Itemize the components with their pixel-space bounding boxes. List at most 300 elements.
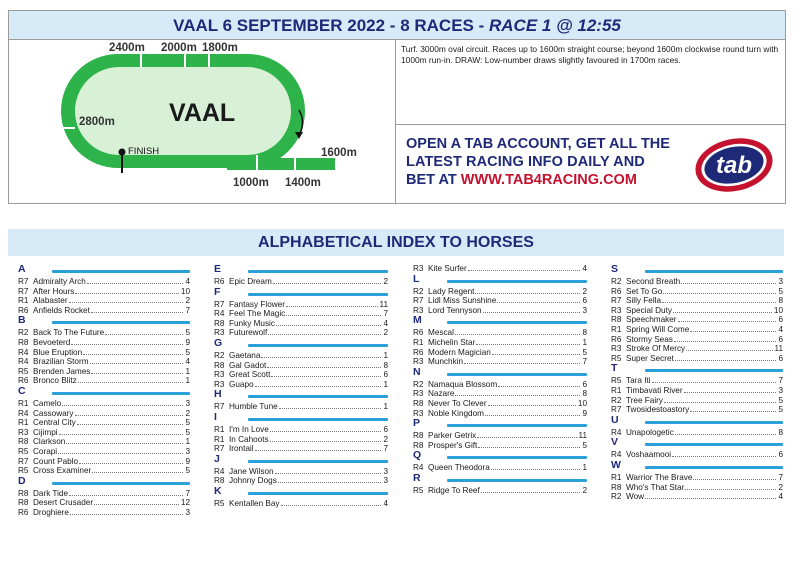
dot-leader [255, 386, 382, 387]
dot-leader [455, 395, 580, 396]
course-name: VAAL [169, 99, 236, 127]
label-finish: FINISH [128, 146, 160, 157]
horse-name: Johnny Dogs [229, 476, 277, 486]
race-number: R2 [413, 379, 424, 389]
horse-name: Jane Wilson [229, 466, 274, 476]
horse-name: Mescal [428, 328, 454, 338]
horse-saddlecloth-number: 7 [383, 444, 388, 454]
section-letter: F [214, 285, 221, 298]
horse-saddlecloth-number: 6 [778, 450, 783, 460]
horse-entry [18, 287, 190, 297]
dot-leader [483, 312, 581, 313]
horse-name: Munchkin [428, 357, 464, 367]
dot-leader [492, 354, 581, 355]
horse-entry [413, 463, 587, 473]
race-number: R8 [18, 498, 29, 508]
race-number: R5 [18, 366, 29, 376]
dot-leader [690, 411, 776, 412]
dot-leader [690, 331, 776, 332]
section-letter: K [214, 484, 222, 497]
horse-saddlecloth-number: 9 [185, 337, 190, 347]
race-number: R8 [214, 360, 225, 370]
horse-saddlecloth-number: 4 [383, 318, 388, 328]
race-number: R1 [611, 324, 622, 334]
dot-leader [286, 315, 381, 316]
advert-line-2: LATEST RACING INFO DAILY AND [406, 154, 645, 170]
dot-leader [279, 408, 382, 409]
horse-saddlecloth-number: 7 [383, 309, 388, 319]
index-section-header [413, 315, 587, 327]
section-letter: D [18, 474, 26, 487]
dot-leader [468, 270, 581, 271]
dot-leader [675, 360, 777, 361]
horse-name: Kite Surfer [428, 264, 467, 273]
horse-name: Ridge To Reef [428, 485, 480, 495]
dot-leader [488, 405, 576, 406]
horse-saddlecloth-number: 5 [185, 418, 190, 428]
horse-entry [413, 357, 587, 367]
race-number: R6 [18, 376, 29, 386]
horse-entry [413, 389, 587, 399]
horse-saddlecloth-number: 11 [774, 344, 783, 354]
section-letter: B [18, 314, 26, 327]
section-divider [645, 369, 783, 372]
dot-leader [693, 479, 776, 480]
horse-saddlecloth-number: 7 [185, 488, 190, 498]
dot-leader [491, 469, 581, 470]
race-number: R8 [611, 482, 622, 492]
horse-saddlecloth-number: 1 [185, 366, 190, 376]
horse-name: Kentallen Bay [229, 498, 280, 508]
horse-entry [413, 380, 587, 390]
index-section-header [214, 486, 388, 498]
horse-entry [611, 386, 783, 396]
dot-leader [270, 431, 382, 432]
horse-entry [214, 435, 388, 445]
section-divider [52, 270, 190, 273]
dot-leader [77, 424, 184, 425]
horse-entry [611, 376, 783, 386]
section-letter: H [214, 388, 222, 401]
dot-leader [673, 312, 772, 313]
horse-entry [18, 357, 190, 367]
race-number: R7 [18, 277, 29, 286]
race-number: R4 [611, 450, 622, 460]
horse-entry [18, 457, 190, 467]
horse-saddlecloth-number: 6 [778, 334, 783, 344]
horse-entry [214, 476, 388, 486]
horse-saddlecloth-number: 7 [778, 472, 783, 482]
horse-entry [611, 396, 783, 406]
horse-entry [611, 483, 783, 493]
race-number: R1 [413, 337, 424, 347]
horse-entry [611, 428, 783, 438]
race-number: R3 [611, 305, 622, 315]
race-number: R6 [413, 328, 424, 338]
horse-saddlecloth-number: 3 [582, 305, 587, 315]
horse-entry [611, 492, 783, 502]
race-number: R3 [413, 389, 424, 399]
horse-saddlecloth-number: 8 [778, 427, 783, 437]
advert-url-link[interactable]: WWW.TAB4RACING.COM [460, 172, 637, 188]
horse-saddlecloth-number: 2 [383, 434, 388, 444]
horse-entry [611, 344, 783, 354]
horse-name: Voshaamooi [626, 450, 672, 460]
tab-logo-text: tab [716, 152, 752, 179]
race-number: R1 [214, 434, 225, 444]
horse-saddlecloth-number: 3 [778, 277, 783, 286]
horse-saddlecloth-number: 9 [582, 408, 587, 418]
section-divider [52, 482, 190, 485]
race-number: R8 [18, 488, 29, 498]
dot-leader [276, 325, 381, 326]
race-number: R4 [214, 466, 225, 476]
tab-advert[interactable] [396, 126, 785, 203]
section-letter: A [18, 263, 26, 275]
horse-saddlecloth-number: 1 [383, 379, 388, 389]
horse-entry [214, 370, 388, 380]
dot-leader [105, 334, 183, 335]
horse-entry [18, 376, 190, 386]
section-divider [52, 392, 190, 395]
index-section-header [18, 264, 190, 276]
race-number: R6 [611, 286, 622, 296]
section-letter: Q [413, 449, 422, 462]
index-section-header [611, 264, 783, 276]
horse-entry [611, 335, 783, 345]
horse-saddlecloth-number: 3 [185, 398, 190, 408]
horse-entry [18, 399, 190, 409]
horse-name: Modern Magician [428, 347, 491, 357]
meeting-title-main: VAAL 6 SEPTEMBER 2022 - 8 RACES - [173, 16, 489, 35]
dot-leader [675, 434, 777, 435]
dot-leader [66, 443, 183, 444]
race-number: R7 [214, 444, 225, 454]
race-number: R8 [611, 315, 622, 325]
section-divider [248, 460, 388, 463]
horse-saddlecloth-number: 10 [180, 286, 190, 296]
horse-entry [214, 361, 388, 371]
section-divider [248, 293, 388, 296]
horse-saddlecloth-number: 4 [582, 264, 587, 273]
horse-entry [214, 309, 388, 319]
race-number: R5 [18, 446, 29, 456]
horse-saddlecloth-number: 1 [582, 337, 587, 347]
dot-leader [497, 302, 580, 303]
index-section-header [413, 418, 587, 430]
horse-entry [18, 466, 190, 476]
horse-saddlecloth-number: 6 [383, 370, 388, 380]
horse-name: Parker Getrix [428, 431, 477, 441]
horse-saddlecloth-number: 5 [778, 405, 783, 415]
horse-name: Corapi [33, 446, 58, 456]
label-1600m: 1600m [321, 147, 357, 159]
race-number: R1 [611, 385, 622, 395]
dot-leader [87, 283, 184, 284]
index-section-header [413, 367, 587, 379]
horse-name: Never To Clever [428, 398, 487, 408]
horse-name: Clarkson [33, 437, 66, 447]
horse-saddlecloth-number: 11 [578, 431, 587, 441]
horse-saddlecloth-number: 11 [379, 299, 388, 309]
label-2000m: 2000m [161, 42, 197, 54]
section-divider [248, 344, 388, 347]
section-divider [248, 492, 388, 495]
race-number: R2 [611, 492, 622, 502]
dot-leader [78, 382, 184, 383]
horse-name: Twosidestoastory [626, 405, 690, 415]
horse-saddlecloth-number: 2 [383, 277, 388, 286]
horse-saddlecloth-number: 8 [582, 389, 587, 399]
dot-leader [674, 341, 777, 342]
horse-saddlecloth-number: 6 [778, 315, 783, 325]
race-number: R3 [214, 328, 225, 338]
dot-leader [498, 386, 580, 387]
horse-saddlecloth-number: 1 [185, 437, 190, 447]
horse-saddlecloth-number: 5 [582, 440, 587, 450]
index-section-header [18, 386, 190, 398]
horse-name: Stroke Of Mercy [626, 344, 686, 354]
horse-entry [18, 437, 190, 447]
horse-name: Tara Iti [626, 376, 651, 386]
horse-saddlecloth-number: 12 [180, 498, 190, 508]
dot-leader [485, 415, 580, 416]
dot-leader [275, 473, 382, 474]
horse-entry [18, 489, 190, 499]
dot-leader [71, 344, 183, 345]
horse-entry [214, 402, 388, 412]
horse-saddlecloth-number: 2 [778, 482, 783, 492]
race-number: R4 [214, 309, 225, 319]
index-section-header [214, 454, 388, 466]
dot-leader [686, 350, 772, 351]
dot-leader [94, 504, 179, 505]
race-number: R7 [611, 405, 622, 415]
dot-leader [255, 450, 382, 451]
dot-leader [75, 293, 178, 294]
horse-entry [214, 499, 388, 509]
section-letter: C [18, 384, 26, 397]
horse-name: Gal Gadot [229, 360, 267, 370]
race-number: R2 [611, 395, 622, 405]
horse-name: Michelin Star [428, 337, 476, 347]
horse-name: Guapo [229, 379, 254, 389]
horse-saddlecloth-number: 4 [383, 498, 388, 508]
horse-entry [214, 351, 388, 361]
horse-name: Set To Go [626, 286, 663, 296]
horse-saddlecloth-number: 5 [185, 347, 190, 357]
section-divider [645, 270, 783, 273]
index-section-header [214, 287, 388, 299]
horse-name: Spring Will Come [626, 324, 690, 334]
horse-entry [611, 287, 783, 297]
horse-entry [18, 338, 190, 348]
horse-saddlecloth-number: 2 [582, 485, 587, 495]
horse-name: Great Scott [229, 370, 271, 380]
race-number: R8 [18, 437, 29, 447]
dot-leader [62, 405, 183, 406]
race-number: R7 [413, 296, 424, 306]
race-number: R5 [214, 498, 225, 508]
advert-bet-at: BET AT [406, 172, 461, 188]
horse-entry [18, 498, 190, 508]
section-divider [248, 418, 388, 421]
course-map [9, 40, 396, 203]
race-number: R1 [18, 296, 29, 306]
advert-line-3 [406, 172, 637, 188]
horse-entry [413, 264, 587, 274]
horse-name: Alabaster [33, 296, 68, 306]
horse-entry [413, 306, 587, 316]
advert-line-1: OPEN A TAB ACCOUNT, GET ALL THE [406, 136, 670, 152]
horse-name: Back To The Future [33, 328, 105, 338]
race-number: R7 [18, 456, 29, 466]
horse-saddlecloth-number: 4 [778, 324, 783, 334]
race-number: R4 [18, 408, 29, 418]
horse-saddlecloth-number: 3 [185, 507, 190, 517]
dot-leader [270, 441, 382, 442]
horse-name: Bevoeterd [33, 337, 71, 347]
race-number: R4 [18, 357, 29, 367]
index-section-header [18, 315, 190, 327]
index-column-1 [18, 264, 190, 517]
dot-leader [685, 489, 776, 490]
dot-leader [664, 402, 776, 403]
race-number: R6 [18, 507, 29, 517]
label-1000m: 1000m [233, 177, 269, 189]
dot-leader [286, 306, 378, 307]
horse-entry [611, 296, 783, 306]
dot-leader [652, 382, 777, 383]
horse-name: Nazare [428, 389, 455, 399]
dot-leader [281, 505, 382, 506]
horse-name: Stormy Seas [626, 334, 673, 344]
horse-name: Brazilian Storm [33, 357, 89, 367]
horse-name: Dark Tide [33, 488, 69, 498]
dot-leader [455, 334, 581, 335]
label-2800m: 2800m [79, 116, 115, 128]
race-number: R4 [611, 427, 622, 437]
horse-name: Central City [33, 418, 76, 428]
horse-entry [413, 296, 587, 306]
race-number: R2 [18, 328, 29, 338]
horse-entry [611, 306, 783, 316]
race-number: R1 [18, 418, 29, 428]
horse-name: Tree Fairy [626, 395, 663, 405]
horse-name: Cijimpi [33, 427, 58, 437]
track-straight [227, 158, 335, 170]
dot-leader [59, 434, 184, 435]
dot-leader [83, 354, 183, 355]
horse-name: Funky Music [229, 318, 275, 328]
dot-leader [672, 456, 776, 457]
dot-leader [662, 302, 776, 303]
horse-saddlecloth-number: 5 [582, 347, 587, 357]
section-divider [645, 421, 783, 424]
horse-saddlecloth-number: 8 [582, 328, 587, 338]
horse-name: I'm In Love [229, 424, 269, 434]
horse-name: Lord Tennyson [428, 305, 482, 315]
section-divider [447, 456, 587, 459]
dot-leader [278, 482, 382, 483]
horse-name: Humble Tune [229, 402, 278, 412]
horse-entry [611, 405, 783, 415]
horse-entry [18, 508, 190, 518]
horse-saddlecloth-number: 7 [582, 357, 587, 367]
horse-name: Cross Examiner [33, 466, 92, 476]
section-divider [248, 270, 388, 273]
horse-entry [611, 315, 783, 325]
horse-saddlecloth-number: 6 [778, 353, 783, 363]
horse-entry [611, 325, 783, 335]
index-column-3 [413, 264, 587, 496]
section-letter: E [214, 263, 222, 275]
horse-entry [18, 277, 190, 287]
horse-saddlecloth-number: 1 [582, 463, 587, 473]
horse-saddlecloth-number: 1 [383, 350, 388, 360]
race-number: R8 [413, 431, 424, 441]
section-letter: R [413, 471, 421, 484]
horse-name: Blue Eruption [33, 347, 83, 357]
index-section-header [611, 415, 783, 427]
dot-leader [268, 334, 381, 335]
section-divider [447, 280, 587, 283]
horse-entry [413, 409, 587, 419]
section-letter: N [413, 365, 421, 378]
dot-leader [678, 321, 777, 322]
horse-name: Timbavati River [626, 385, 683, 395]
section-divider [645, 443, 783, 446]
horse-saddlecloth-number: 5 [185, 466, 190, 476]
index-section-header [214, 338, 388, 350]
horse-name: Bronco Blitz [33, 376, 77, 386]
horse-name: Feel The Magic [229, 309, 286, 319]
horse-name: After Hours [33, 286, 75, 296]
race-number: R7 [214, 299, 225, 309]
horse-entry [18, 367, 190, 377]
section-letter: W [611, 458, 621, 471]
race-number: R5 [611, 353, 622, 363]
horse-name: Silly Fella [626, 296, 662, 306]
dot-leader [681, 283, 776, 284]
race-number: R6 [214, 277, 225, 286]
horse-name: Admiralty Arch [33, 277, 86, 286]
dot-leader [478, 447, 580, 448]
index-title: ALPHABETICAL INDEX TO HORSES [8, 229, 784, 256]
dot-leader [481, 492, 581, 493]
race-number: R5 [18, 466, 29, 476]
section-divider [447, 424, 587, 427]
horse-saddlecloth-number: 8 [383, 360, 388, 370]
horse-saddlecloth-number: 5 [185, 328, 190, 338]
horse-saddlecloth-number: 3 [778, 385, 783, 395]
race-number: R5 [611, 376, 622, 386]
race-number: R3 [413, 408, 424, 418]
index-section-header [18, 476, 190, 488]
horse-name: Droghiere [33, 507, 69, 517]
horse-name: Who's That Star [626, 482, 685, 492]
horse-saddlecloth-number: 10 [577, 398, 587, 408]
horse-name: Anfields Rocket [33, 305, 90, 315]
dot-leader [91, 312, 184, 313]
horse-saddlecloth-number: 3 [383, 466, 388, 476]
horse-name: Epic Dream [229, 277, 272, 286]
race-number: R6 [413, 347, 424, 357]
horse-entry [611, 450, 783, 460]
horse-name: Futurewolf [229, 328, 268, 338]
index-section-header [611, 460, 783, 472]
horse-saddlecloth-number: 1 [185, 376, 190, 386]
